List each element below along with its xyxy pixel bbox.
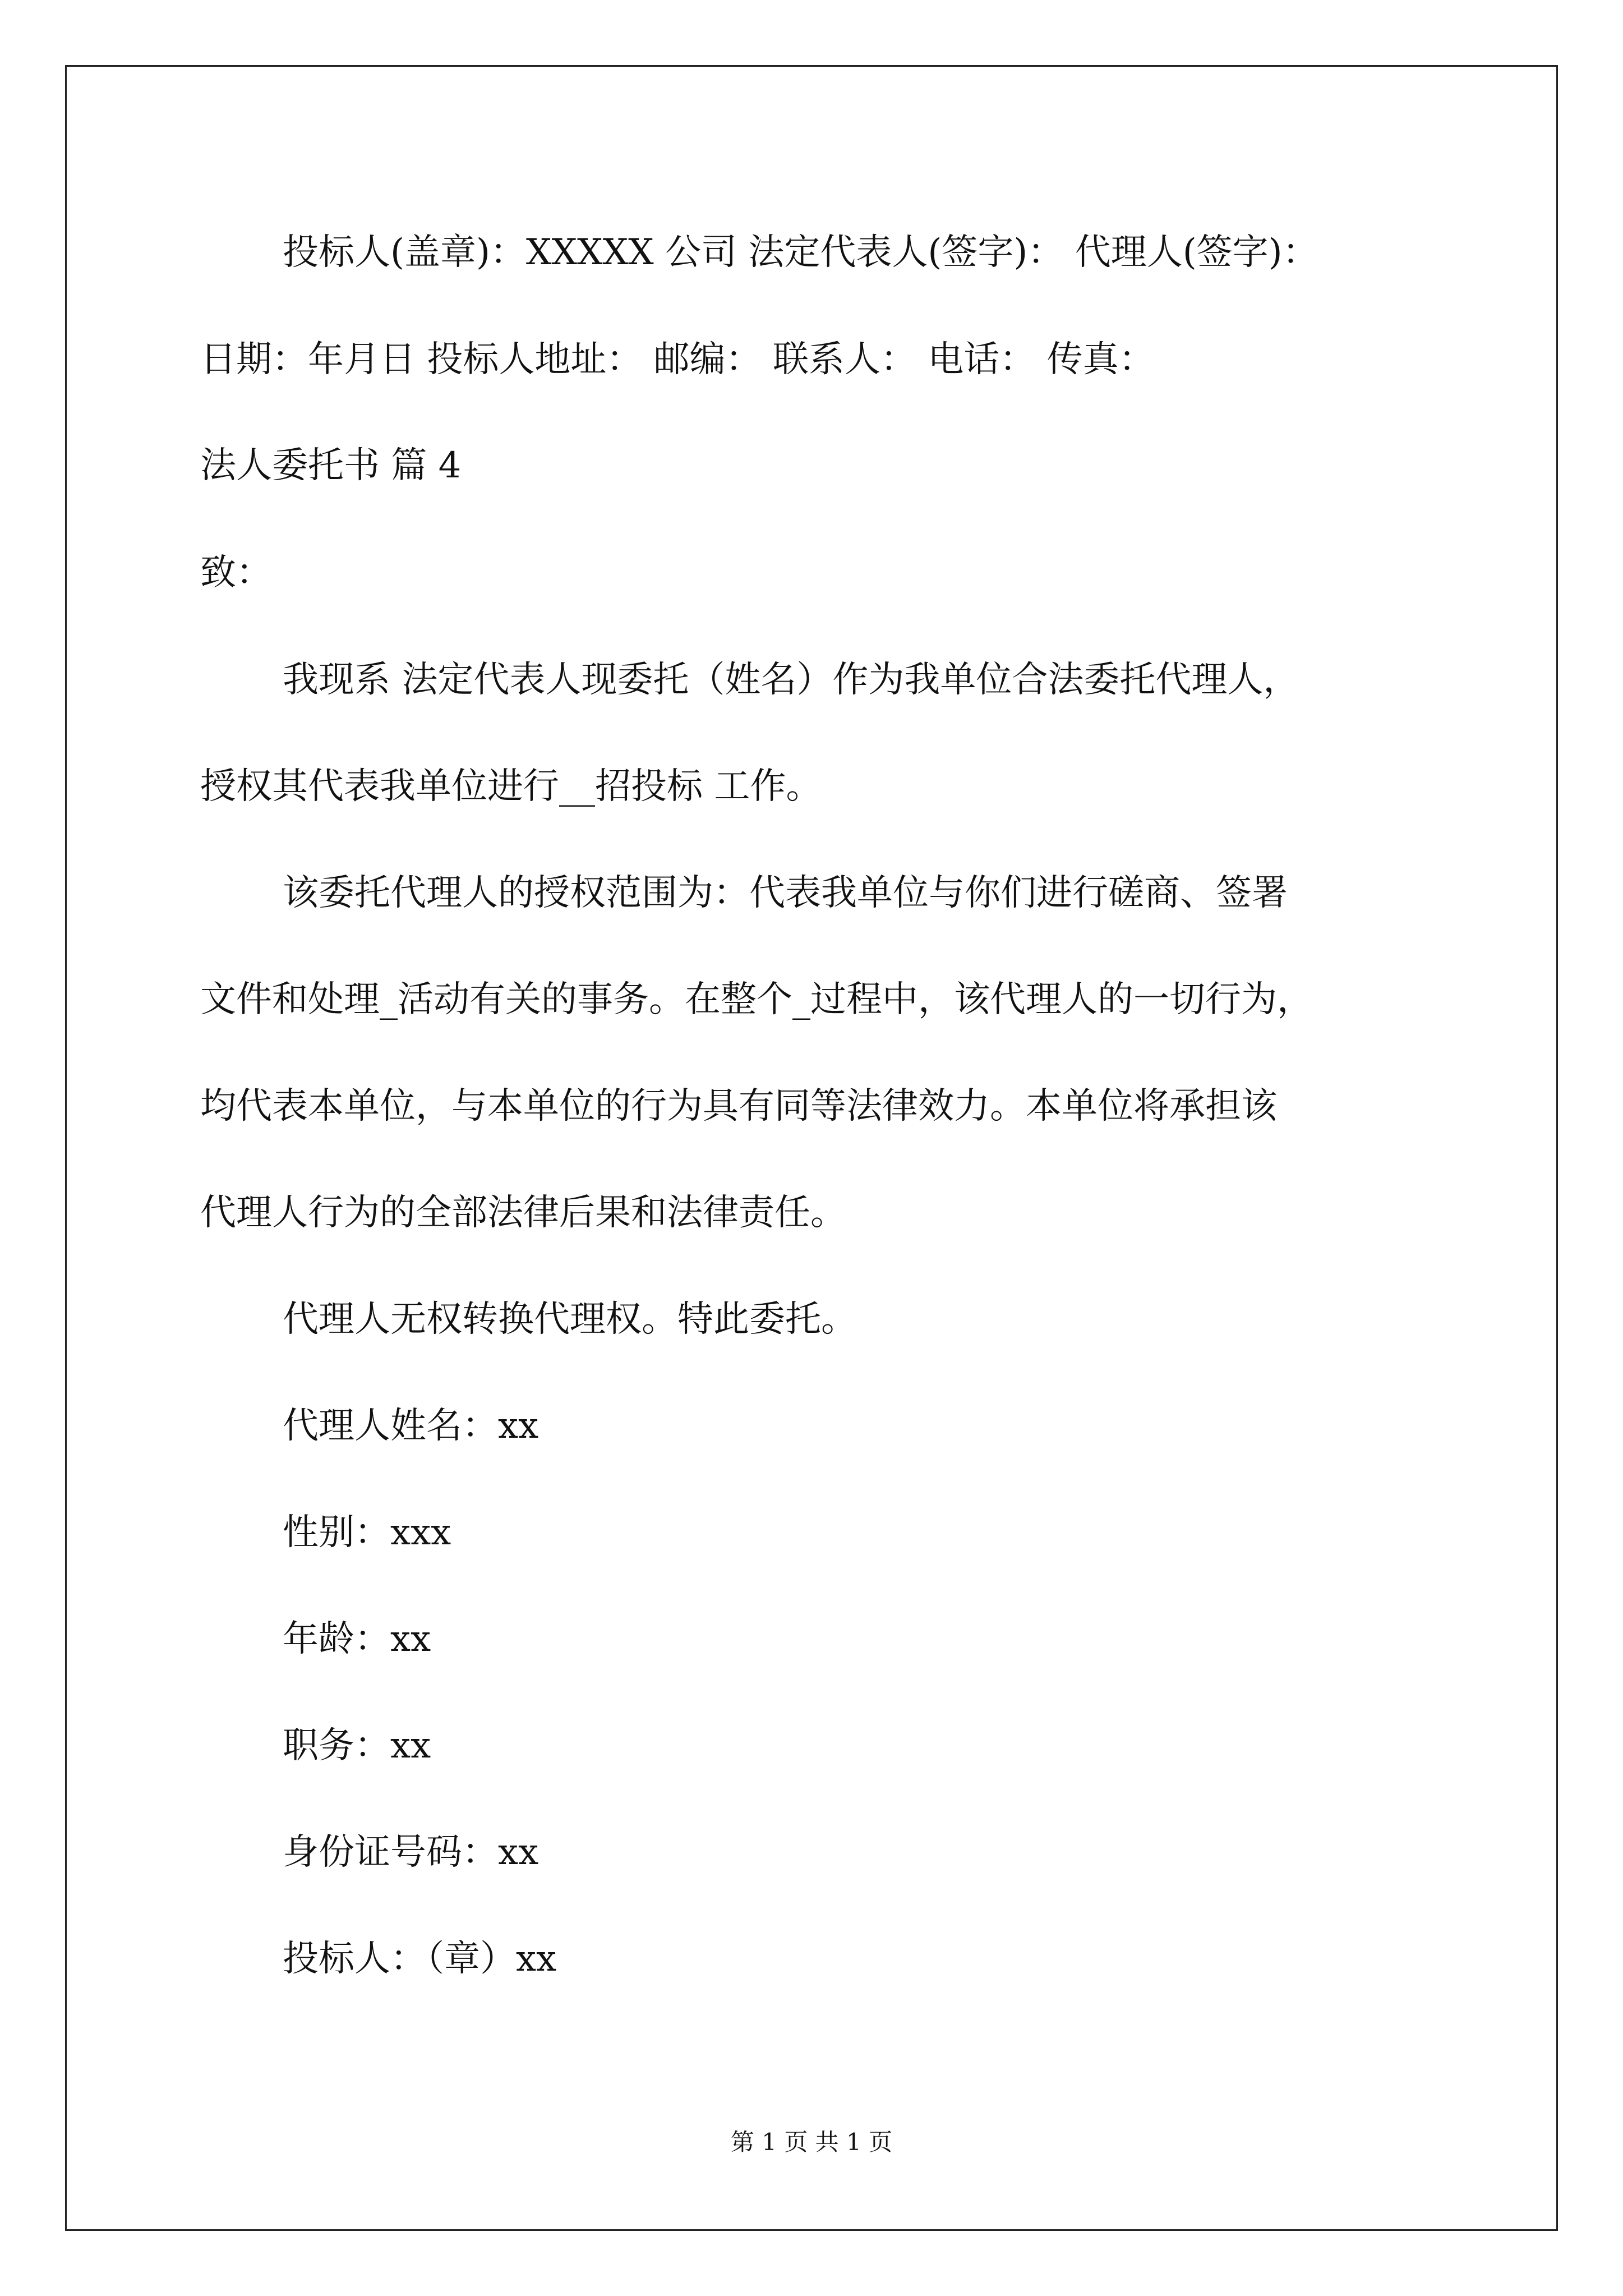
paragraph-2-line-1: 该委托代理人的授权范围为：代表我单位与你们进行磋商、签署	[283, 872, 1288, 914]
field-bidder-seal: 投标人：（章）xx	[283, 1938, 557, 1980]
field-agent-name: 代理人姓名：xx	[283, 1405, 539, 1447]
paragraph-2-line-3: 均代表本单位，与本单位的行为具有同等法律效力。本单位将承担该	[200, 1085, 1277, 1127]
salutation: 致：	[200, 552, 272, 593]
contact-info-line: 日期：年月日 投标人地址： 邮编： 联系人： 电话： 传真：	[200, 339, 1155, 380]
paragraph-1-line-2: 授权其代表我单位进行__招投标 工作。	[200, 766, 822, 807]
paragraph-2-line-2: 文件和处理_活动有关的事务。在整个_过程中，该代理人的一切行为，	[200, 979, 1313, 1020]
field-age: 年龄：xx	[283, 1618, 431, 1660]
signature-line: 投标人(盖章)：XXXXX 公司 法定代表人(签字)： 代理人(签字)：	[283, 232, 1318, 273]
paragraph-2-line-4: 代理人行为的全部法律后果和法律责任。	[200, 1192, 846, 1234]
paragraph-3: 代理人无权转换代理权。特此委托。	[283, 1299, 857, 1340]
page-number-footer: 第 1 页 共 1 页	[730, 2128, 893, 2156]
paragraph-1-line-1: 我现系 法定代表人现委托（姓名）作为我单位合法委托代理人，	[283, 659, 1299, 701]
field-id-number: 身份证号码：xx	[283, 1832, 539, 1873]
field-gender: 性别：xxx	[283, 1512, 451, 1553]
section-heading: 法人委托书 篇 4	[200, 445, 462, 486]
field-position: 职务：xx	[283, 1725, 431, 1766]
page-border	[65, 65, 1558, 2231]
